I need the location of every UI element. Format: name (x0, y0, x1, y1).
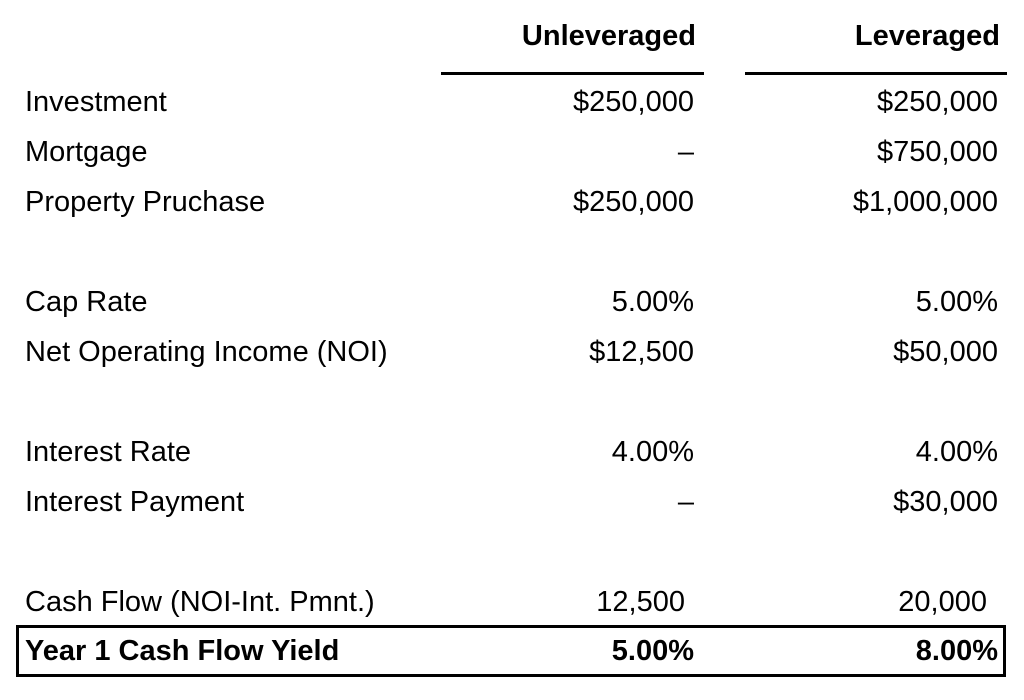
leveraged-value: 5.00% (915, 286, 998, 318)
unleveraged-value: – (677, 136, 694, 168)
unleveraged-value: $250,000 (573, 86, 694, 118)
header-underline-leveraged (745, 72, 1007, 75)
unleveraged-value: $250,000 (573, 186, 694, 218)
leveraged-value: $250,000 (877, 86, 998, 118)
row-label: Investment (25, 86, 167, 118)
row-label: Property Pruchase (25, 186, 266, 218)
column-header-leveraged: Leveraged (854, 20, 1000, 52)
row-label: Year 1 Cash Flow Yield (25, 635, 340, 667)
leveraged-value: $30,000 (893, 486, 998, 518)
unleveraged-value: – (677, 486, 694, 518)
unleveraged-value: 12,500 (596, 586, 685, 618)
table-row-cash-flow-yield (0, 631, 1024, 671)
unleveraged-value: 5.00% (611, 635, 694, 667)
leveraged-value: 20,000 (898, 586, 987, 618)
row-label: Mortgage (25, 136, 148, 168)
table-row-property-purchase (0, 182, 1024, 222)
leveraged-value: $750,000 (877, 136, 998, 168)
row-label: Net Operating Income (NOI) (25, 336, 388, 368)
leveraged-value: $1,000,000 (852, 186, 998, 218)
unleveraged-value: 4.00% (611, 436, 694, 468)
table-row-mortgage (0, 132, 1024, 172)
unleveraged-value: 5.00% (611, 286, 694, 318)
table-row-interest-payment (0, 482, 1024, 522)
table-row-cap-rate (0, 282, 1024, 322)
unleveraged-value: $12,500 (589, 336, 694, 368)
table-row-investment (0, 82, 1024, 122)
table-row-noi (0, 332, 1024, 372)
column-header-unleveraged: Unleveraged (521, 20, 696, 52)
row-label: Interest Payment (25, 486, 245, 518)
leveraged-value: 4.00% (915, 436, 998, 468)
row-label: Interest Rate (25, 436, 192, 468)
leveraged-value: $50,000 (893, 336, 998, 368)
table-row-interest-rate (0, 432, 1024, 472)
row-label: Cash Flow (NOI-Int. Pmnt.) (25, 586, 375, 618)
header-underline-unleveraged (441, 72, 704, 75)
table-row-cash-flow (0, 582, 1024, 622)
row-label: Cap Rate (25, 286, 148, 318)
leveraged-value: 8.00% (915, 635, 998, 667)
